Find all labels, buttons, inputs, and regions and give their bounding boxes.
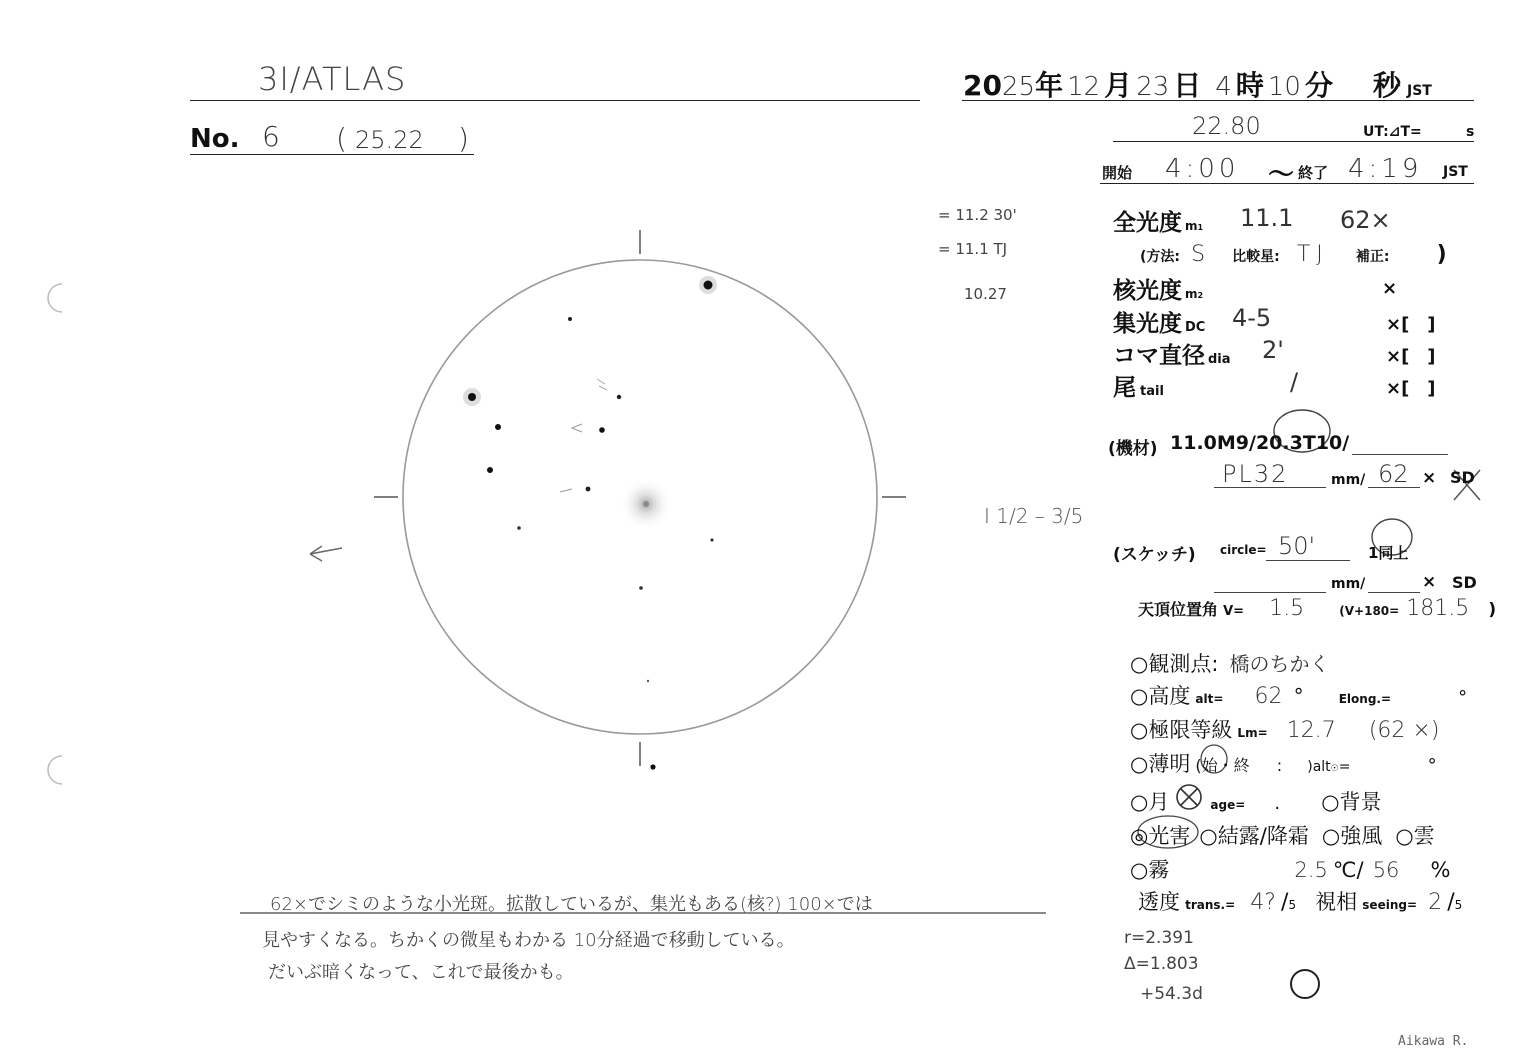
m2-label: 核光度 m2	[1113, 278, 1204, 304]
star	[617, 395, 621, 399]
twilight-row: ○薄明 (始・終 : )alt☉= °	[1130, 752, 1437, 776]
end-jst: JST	[1443, 164, 1468, 180]
star	[647, 680, 649, 682]
star	[487, 467, 493, 473]
sketch-mm: mm/	[1331, 576, 1366, 592]
star	[568, 317, 572, 321]
date-year: 25	[1001, 72, 1036, 102]
date-minute: 10	[1267, 72, 1301, 102]
comment-line-3: だいぶ暗くなって、これで最後かも。	[268, 962, 574, 983]
star	[517, 526, 521, 530]
date-gatsu: 月	[1104, 69, 1133, 102]
side-note-1: = 11.2 30'	[938, 206, 1017, 224]
m2-mag: ×	[1382, 278, 1398, 299]
sketch-same: 1同上	[1368, 544, 1409, 562]
date-month: 12	[1067, 72, 1101, 102]
lp-row: ◎光害 ○結露/降霜 ○強風 ○雲	[1130, 824, 1435, 848]
sketch-circle-value: 50'	[1278, 532, 1316, 560]
eyepiece-value: PL32	[1222, 460, 1289, 488]
orbit-delta: Δ=1.803	[1124, 954, 1199, 974]
equipment-mag: 62	[1378, 460, 1409, 488]
end-value: 4:19	[1348, 154, 1423, 184]
tilde: 〜	[1268, 160, 1295, 190]
paren-open: (	[336, 122, 347, 155]
paren-value: 25.22	[355, 126, 424, 154]
coma-label: コマ直径 dia	[1113, 343, 1231, 369]
date-jst: JST	[1406, 83, 1432, 99]
orbit-r: r=2.391	[1124, 928, 1194, 948]
motion-mark	[572, 424, 582, 432]
dc-value: 4-5	[1232, 304, 1272, 332]
pa-row: 天頂位置角 V= 1.5 (V+180= 181.5 )	[1138, 596, 1497, 621]
date-prefix: 20	[963, 69, 1002, 102]
m1-value: 11.1	[1240, 204, 1294, 232]
no-value: 6	[262, 120, 280, 153]
tail-value: /	[1290, 368, 1299, 396]
m1-mag: 62×	[1340, 206, 1391, 234]
comment-line-1: 62×でシミのような小光斑。拡散しているが、集光もある(核?) 100×では	[270, 894, 873, 915]
lm-row: ○極限等級 Lm= 12.7 (62 ×)	[1130, 718, 1440, 743]
star-bright	[468, 393, 476, 401]
motion-mark	[560, 489, 572, 492]
eyepiece-underline	[1214, 487, 1326, 488]
ut-value: 22.80	[1192, 112, 1261, 140]
site-row: ○観測点: 橋のちかく	[1130, 652, 1330, 676]
equipment-options: 11.0M9/20.3T10/	[1170, 432, 1350, 454]
sketch-circle-label: circle=	[1220, 543, 1267, 557]
ut-unit: s	[1466, 124, 1475, 140]
direction-arrow-icon	[310, 546, 342, 561]
sketch-circle-underline	[1266, 560, 1350, 561]
binder-hole-top	[48, 284, 62, 312]
star	[639, 586, 643, 590]
alt-row: ○高度 alt= 62 ° Elong.= °	[1130, 684, 1468, 709]
moon-row: ○月 age= . ○背景	[1130, 790, 1382, 814]
star	[650, 764, 655, 769]
star	[599, 427, 605, 433]
date-hour: 4	[1215, 72, 1232, 102]
tail-mag: ×[ ]	[1386, 378, 1436, 399]
date-ji: 時	[1235, 69, 1264, 102]
binder-hole-bottom	[48, 756, 62, 784]
humid-row: ○霧 2.5 ℃/ 56 %	[1130, 858, 1451, 882]
star	[710, 538, 713, 541]
sketch-x: ×	[1422, 572, 1437, 592]
orbit-extra: +54.3d	[1140, 984, 1203, 1004]
m1-label: 全光度 m1	[1113, 210, 1204, 236]
sketch-sd: SD	[1452, 573, 1477, 592]
equipment-blank	[1352, 454, 1448, 455]
date-day: 23	[1136, 72, 1170, 102]
ut-label: UT:⊿T=	[1363, 124, 1422, 140]
paren-close: )	[458, 122, 469, 155]
hand-circle-icon	[1291, 970, 1319, 998]
dc-mag: ×[ ]	[1386, 314, 1436, 335]
sketch-mm-blank	[1214, 592, 1326, 593]
equipment-sd: SD	[1450, 468, 1475, 487]
sketch-mag-blank	[1368, 592, 1420, 593]
date-nichi: 日	[1173, 69, 1202, 102]
author: Aikawa R.	[1398, 1034, 1469, 1049]
coma-mag: ×[ ]	[1386, 346, 1436, 367]
star	[495, 424, 501, 430]
sketch-label: (スケッチ)	[1113, 545, 1196, 565]
side-note-right: I 1/2 – 3/5	[984, 504, 1084, 528]
eyepiece-mm: mm/	[1331, 472, 1366, 488]
coma-value: 2'	[1262, 336, 1284, 364]
end-label: 終了	[1298, 164, 1329, 182]
equipment-label: (機材)	[1108, 439, 1158, 459]
date-fun: 分	[1304, 69, 1333, 102]
comment-line-2: 見やすくなる。ちかくの微星もわかる 10分経過で移動している。	[262, 930, 795, 951]
start-value: 4:00	[1165, 154, 1240, 184]
star	[586, 487, 591, 492]
date-byo: 秒	[1372, 69, 1401, 102]
no-label: No.	[190, 124, 240, 154]
star-bright	[704, 281, 713, 290]
tail-label: 尾tail	[1113, 375, 1164, 401]
equipment-mag-underline	[1368, 487, 1420, 488]
date-nen: 年	[1035, 69, 1064, 102]
method-row: (方法: S 比較星: TJ 補正: )	[1140, 242, 1447, 267]
side-note-2: = 11.1 TJ	[938, 240, 1008, 258]
start-label: 開始	[1102, 164, 1133, 182]
equipment-x: ×	[1422, 468, 1437, 488]
motion-mark	[597, 379, 607, 390]
trans-row: 透度 trans.= 4? /5 視相 seeing= 2 /5	[1138, 890, 1463, 915]
comet-nucleus	[643, 501, 649, 507]
object-name: 3I/ATLAS	[258, 60, 407, 98]
dc-label: 集光度 DC	[1113, 311, 1206, 337]
side-note-3: 10.27	[964, 285, 1007, 303]
